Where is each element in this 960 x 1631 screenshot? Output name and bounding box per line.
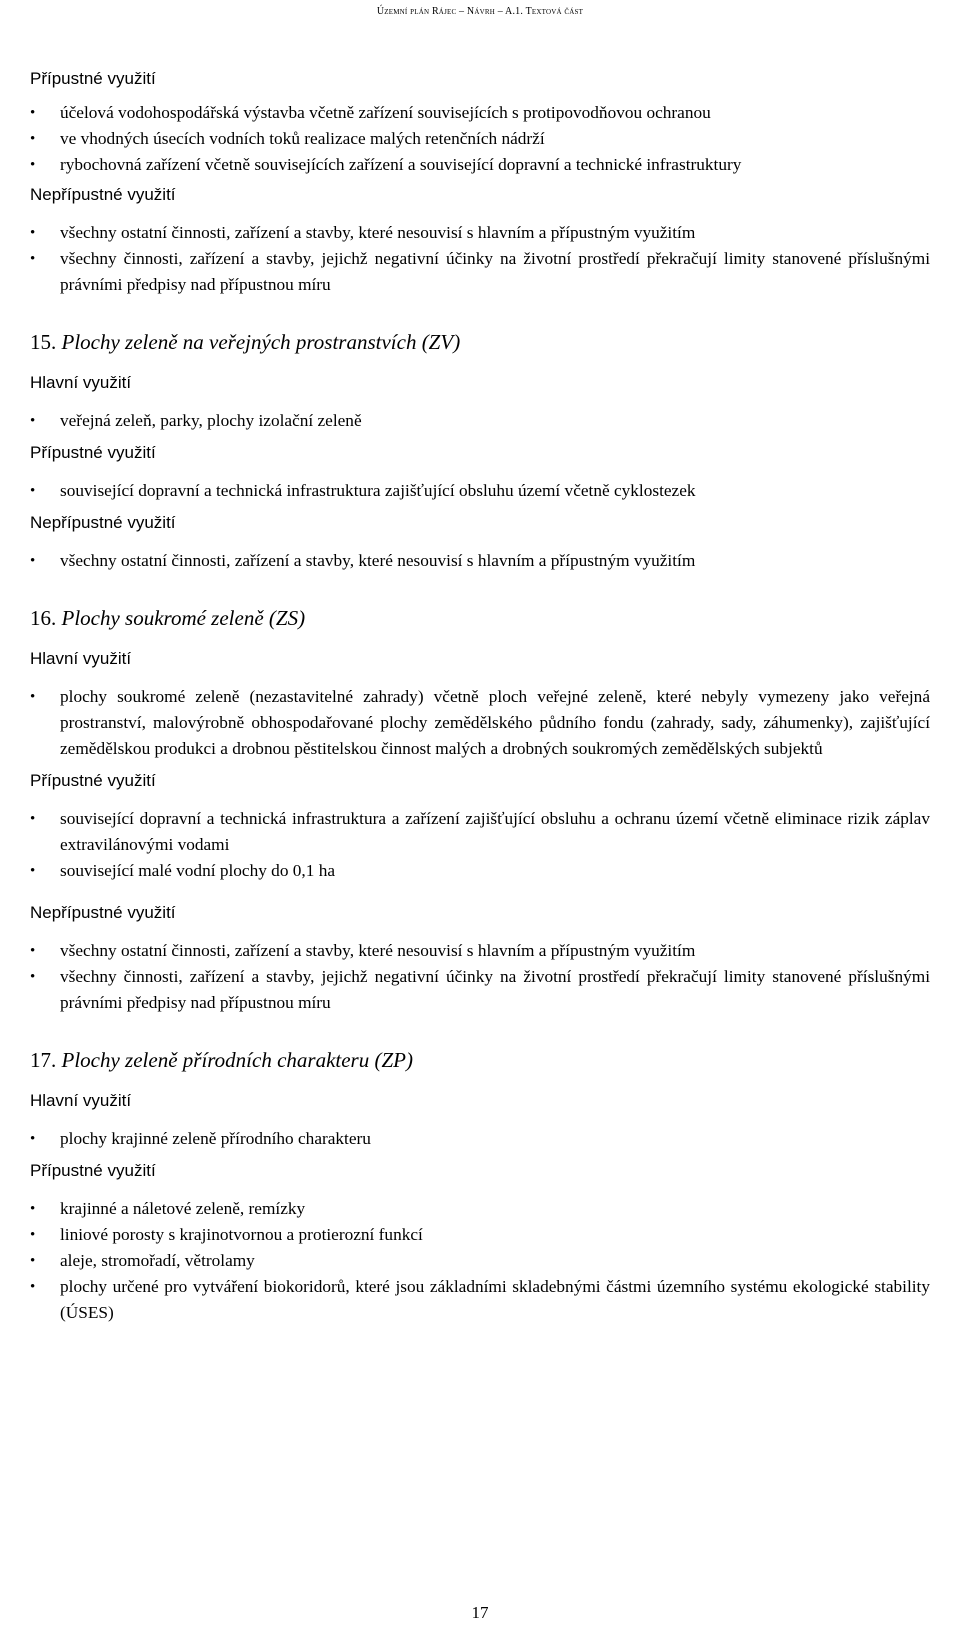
list-item: • všechny ostatní činnosti, zařízení a stavby, které nesouvisí s hlavním a přípustným využitím — [30, 938, 930, 964]
permitted-use-heading: Přípustné využití — [30, 443, 156, 462]
list-item: • všechny ostatní činnosti, zařízení a stavby, které nesouvisí s hlavním a přípustným využitím — [30, 548, 930, 574]
main-use-heading: Hlavní využití — [30, 1091, 132, 1110]
section-number: 15. — [30, 330, 57, 354]
list-item: • všechny činnosti, zařízení a stavby, jejichž negativní účinky na životní prostředí překračují limity stanovené příslušnými právními předpisy nad přípustnou míru — [30, 964, 930, 1016]
list-item: • veřejná zeleň, parky, plochy izolační zeleně — [30, 408, 930, 434]
document-body — [30, 68, 930, 1326]
permitted-use-list — [30, 806, 930, 884]
list-item: • související malé vodní plochy do 0,1 ha — [30, 858, 930, 884]
forbidden-use-list — [30, 220, 930, 298]
list-item: • účelová vodohospodářská výstavba včetně zařízení souvisejících s protipovodňovou ochranou — [30, 100, 930, 126]
section-title-text: Plochy soukromé zeleně (ZS) — [61, 606, 306, 630]
list-item: • rybochovná zařízení včetně souvisejících zařízení a související dopravní a technické infrastruktury — [30, 152, 930, 178]
permitted-use-heading: Přípustné využití — [30, 69, 156, 88]
section-title-15 — [30, 328, 930, 356]
page-number: 17 — [471, 1603, 489, 1622]
permitted-use-list — [30, 478, 930, 504]
section-number: 16. — [30, 606, 57, 630]
section-title-text: Plochy zeleně přírodních charakteru (ZP) — [61, 1048, 413, 1072]
main-use-heading: Hlavní využití — [30, 373, 132, 392]
forbidden-use-heading: Nepřípustné využití — [30, 513, 176, 532]
main-use-heading: Hlavní využití — [30, 649, 132, 668]
list-item: • plochy určené pro vytváření biokoridorů, které jsou základními skladebnými částmi územního systému ekologické stability (ÚSES) — [30, 1274, 930, 1326]
section-title-text: Plochy zeleně na veřejných prostranstvích (ZV) — [61, 330, 461, 354]
main-use-list — [30, 1126, 930, 1152]
permitted-use-heading: Přípustné využití — [30, 771, 156, 790]
list-item: • krajinné a náletové zeleně, remízky — [30, 1196, 930, 1222]
running-header: Územní plán Rájec – Návrh – A.1. Textová část — [376, 6, 584, 17]
forbidden-use-list — [30, 548, 930, 574]
section-title-17 — [30, 1046, 930, 1074]
list-item: • související dopravní a technická infrastruktura zajišťující obsluhu území včetně cyklostezek — [30, 478, 930, 504]
list-item: • liniové porosty s krajinotvornou a protierozní funkcí — [30, 1222, 930, 1248]
list-item: • aleje, stromořadí, větrolamy — [30, 1248, 930, 1274]
list-item: • všechny činnosti, zařízení a stavby, jejichž negativní účinky na životní prostředí překračují limity stanovené příslušnými právními předpisy nad přípustnou míru — [30, 246, 930, 298]
main-use-list — [30, 408, 930, 434]
permitted-use-list — [30, 1196, 930, 1326]
forbidden-use-list — [30, 938, 930, 1016]
list-item: • všechny ostatní činnosti, zařízení a stavby, které nesouvisí s hlavním a přípustným využitím — [30, 220, 930, 246]
main-use-list — [30, 684, 930, 762]
permitted-use-heading: Přípustné využití — [30, 1161, 156, 1180]
forbidden-use-heading: Nepřípustné využití — [30, 903, 176, 922]
list-item: • ve vhodných úsecích vodních toků realizace malých retenčních nádrží — [30, 126, 930, 152]
list-item: • plochy soukromé zeleně (nezastavitelné zahrady) včetně ploch veřejné zeleně, které nebyly vymezeny jako veřejná prostranství, malovýrobně obhospodařované plochy zemědělského půdního fondu (zahrady, sady, záhumenky), zajišťující zemědělskou produkci a drobnou pěstitelskou činnost malých a drobných soukromých zemědělských subjektů — [30, 684, 930, 762]
permitted-use-list — [30, 100, 930, 178]
section-number: 17. — [30, 1048, 57, 1072]
list-item: • související dopravní a technická infrastruktura a zařízení zajišťující obsluhu a ochranu území včetně eliminace rizik záplav extravilánovými vodami — [30, 806, 930, 858]
forbidden-use-heading: Nepřípustné využití — [30, 185, 176, 204]
list-item: • plochy krajinné zeleně přírodního charakteru — [30, 1126, 930, 1152]
section-title-16 — [30, 604, 930, 632]
